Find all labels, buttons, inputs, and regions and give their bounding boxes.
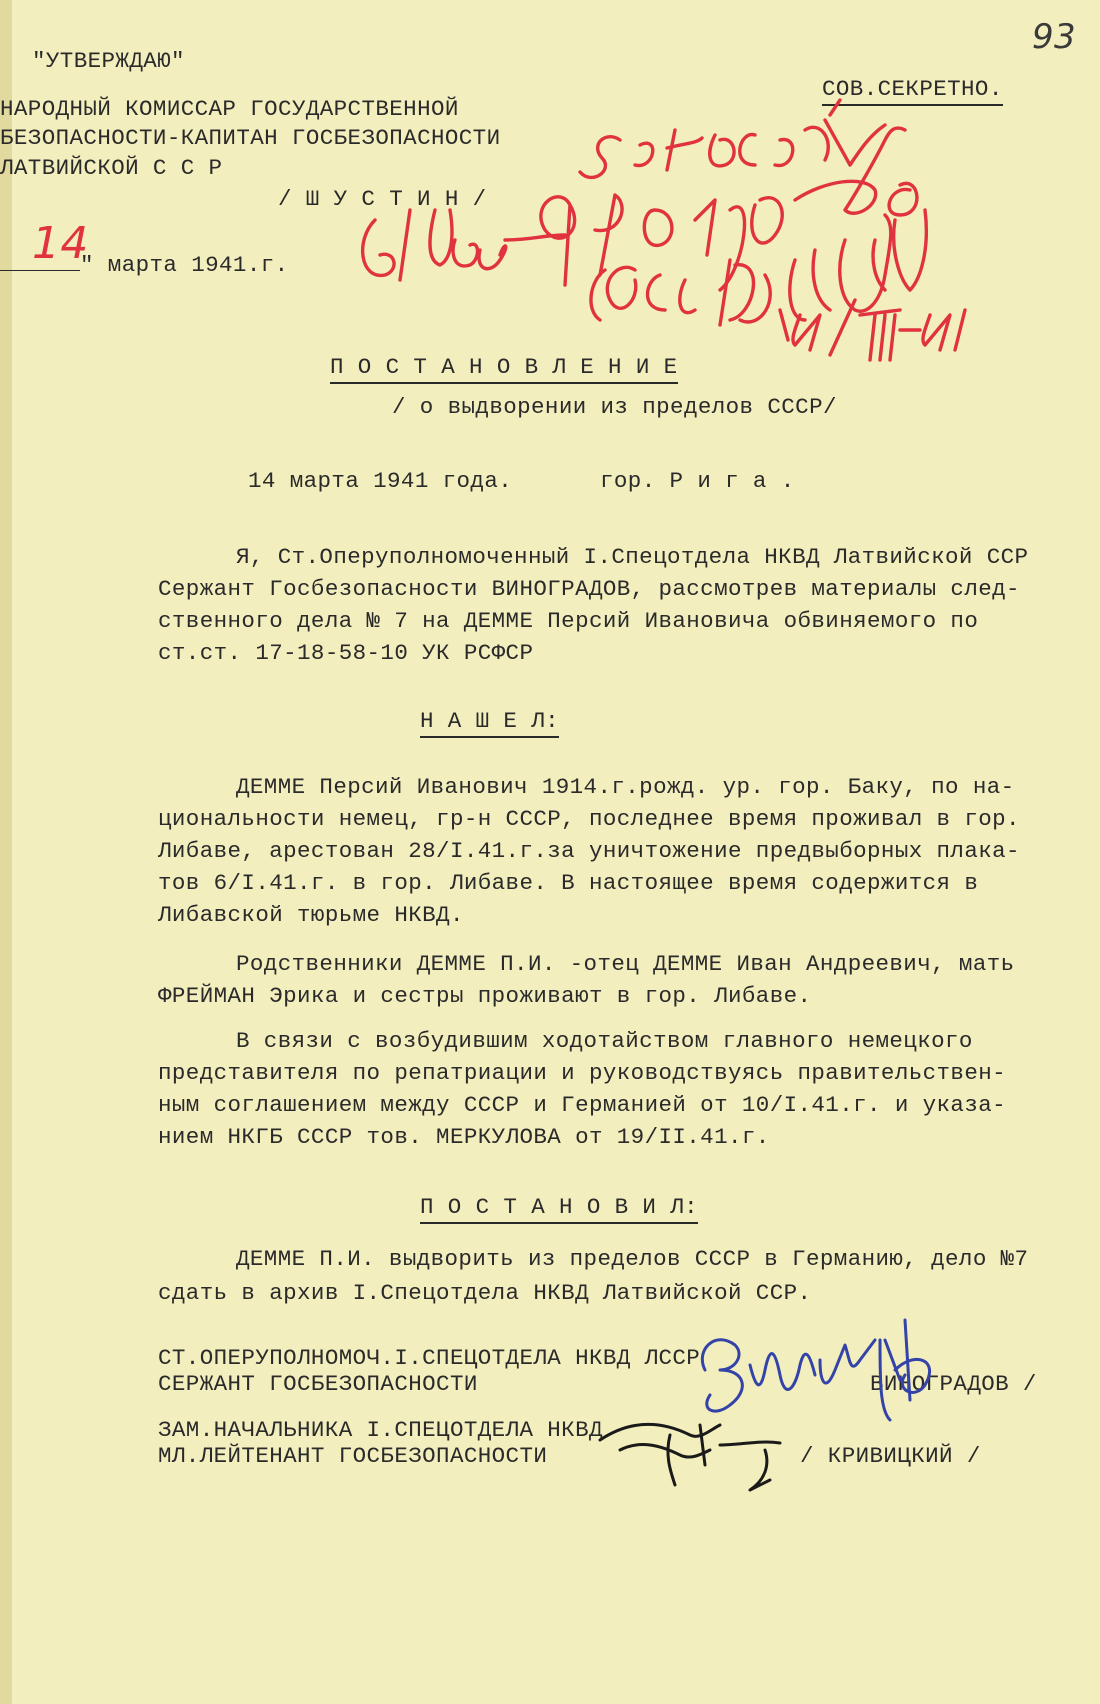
signer-1-title-2: СЕРЖАНТ ГОСБЕЗОПАСНОСТИ	[158, 1371, 478, 1397]
found-line: ным соглашением между СССР и Германией от 10/I.41.г. и указа-	[158, 1092, 1007, 1118]
signer-1-name: ВИНОГРАДОВ /	[870, 1371, 1037, 1397]
signer-2-title-1: ЗАМ.НАЧАЛЬНИКА I.СПЕЦОТДЕЛА НКВД	[158, 1417, 603, 1443]
found-line: Либавской тюрьме НКВД.	[158, 902, 464, 928]
approval-line-3: ЛАТВИЙСКОЙ С С Р	[0, 155, 223, 181]
found-line: представителя по репатриации и руководствуясь правительствен-	[158, 1060, 1007, 1086]
page-number: 93	[1032, 17, 1077, 57]
intro-line: ственного дела № 7 на ДЕММЕ Персий Ивановича обвиняемого по	[158, 608, 979, 634]
decided-line: ДЕММЕ П.И. выдворить из пределов СССР в Германию, дело №7	[236, 1246, 1029, 1272]
document-date: 14 марта 1941 года.	[248, 468, 513, 494]
found-line: Родственники ДЕММЕ П.И. -отец ДЕММЕ Иван Андреевич, мать	[236, 951, 1015, 977]
approval-signer: / Ш У С Т И Н /	[278, 186, 487, 212]
found-line: Либаве, арестован 28/I.41.г.за уничтожение предвыборных плака-	[158, 838, 1020, 864]
intro-line: Сержант Госбезопасности ВИНОГРАДОВ, рассмотрев материалы след-	[158, 576, 1020, 602]
date-rest: " марта 1941.г.	[80, 252, 289, 278]
classification-text: СОВ.СЕКРЕТНО.	[822, 76, 1003, 106]
approval-line-2: БЕЗОПАСНОСТИ-КАПИТАН ГОСБЕЗОПАСНОСТИ	[0, 125, 501, 151]
document-title	[330, 356, 678, 379]
found-line: В связи с возбудившим ходотайством главного немецкого	[236, 1028, 973, 1054]
approval-date-day: 14	[32, 218, 89, 269]
signer-2-title-2: МЛ.ЛЕЙТЕНАНТ ГОСБЕЗОПАСНОСТИ	[158, 1443, 548, 1469]
decided-line: сдать в архив I.Спецотдела НКВД Латвийской ССР.	[158, 1280, 812, 1306]
document-place: гор. Р и г а .	[600, 468, 795, 494]
black-signature	[590, 1405, 830, 1495]
decided-heading-text: П О С Т А Н О В И Л:	[420, 1194, 698, 1224]
intro-line: Я, Ст.Оперуполномоченный I.Спецотдела НКВД Латвийской ССР	[236, 544, 1029, 570]
signer-2-name: / КРИВИЦКИЙ /	[800, 1443, 981, 1469]
approval-heading: "УТВЕРЖДАЮ"	[32, 48, 185, 74]
signer-1-title-1: СТ.ОПЕРУПОЛНОМОЧ.I.СПЕЦОТДЕЛА НКВД ЛССР	[158, 1345, 701, 1371]
found-heading-text: Н А Ш Е Л:	[420, 708, 559, 738]
document-subtitle: / о выдворении из пределов СССР/	[392, 394, 837, 420]
found-heading	[420, 710, 559, 733]
found-line: ДЕММЕ Персий Иванович 1914.г.рожд. ур. гор. Баку, по на-	[236, 774, 1015, 800]
found-line: нием НКГБ СССР тов. МЕРКУЛОВА от 19/II.41.г.	[158, 1124, 770, 1150]
found-line: тов 6/I.41.г. в гор. Либаве. В настоящее время содержится в	[158, 870, 979, 896]
approval-line-1: НАРОДНЫЙ КОМИССАР ГОСУДАРСТВЕННОЙ	[0, 96, 459, 122]
found-line: циональности немец, гр-н СССР, последнее время проживал в гор.	[158, 806, 1020, 832]
document-title-text: П О С Т А Н О В Л Е Н И Е	[330, 354, 678, 384]
intro-line: ст.ст. 17-18-58-10 УК РСФСР	[158, 640, 534, 666]
decided-heading	[420, 1196, 698, 1219]
found-line: ФРЕЙМАН Эрика и сестры проживают в гор. Либаве.	[158, 983, 812, 1009]
classification-label	[822, 78, 1003, 101]
